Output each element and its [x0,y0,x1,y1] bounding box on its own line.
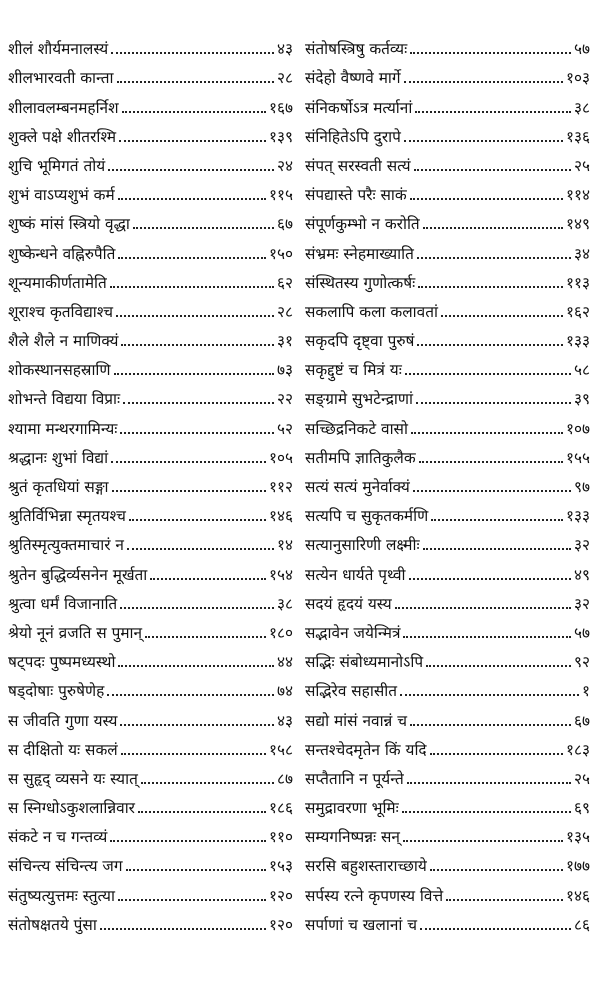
entry-page-number: ४३ [276,40,293,59]
index-entry [8,555,293,584]
entry-text: सरसि बहुशस्ताराच्छाये [305,857,427,876]
dot-leader [118,899,266,901]
entry-page-number: १३३ [565,332,590,351]
dot-leader [420,928,571,930]
index-entry [8,876,293,905]
entry-text: संपद्यास्ते परैः साकं [305,186,407,205]
dot-leader [126,869,266,871]
entry-page-number: ३८ [573,98,590,117]
entry-text: श्यामा मन्थरगामिन्यः [8,419,118,438]
entry-text: सद्भावेन जयेन्मित्रं [305,623,401,642]
dot-leader [403,636,571,638]
dot-leader [133,227,274,229]
index-entry [8,59,293,88]
entry-page-number: १०७ [565,419,590,438]
index-entry [8,760,293,789]
entry-page-number: १८६ [268,799,293,818]
dot-leader [411,432,563,434]
entry-text: सकृद्दुष्टं च मित्रं यः [305,361,402,380]
entry-page-number: १४६ [268,507,293,526]
entry-text: सत्यपि च सुकृतकर्मणि [305,507,429,526]
entry-page-number: १५३ [268,857,293,876]
index-entry [305,439,590,468]
entry-text: शूराश्च कृतविद्याश्च [8,302,114,321]
index-entry [8,847,293,876]
entry-page-number: ६७ [573,711,590,730]
dot-leader [410,724,571,726]
entry-page-number: ५८ [573,361,590,380]
dot-leader [118,198,266,200]
entry-text: शैले शैले न माणिक्यं [8,332,119,351]
index-entry [305,585,590,614]
entry-page-number: २८ [276,302,293,321]
index-entry [8,701,293,730]
entry-text: सदयं हृदयं यस्य [305,594,392,613]
entry-page-number: ७४ [276,682,293,701]
index-entry [305,59,590,88]
entry-text: श्रेयो नूनं व्रजति स पुमान् [8,623,143,642]
entry-page-number: ८७ [276,769,293,788]
entry-text: संनिकर्षोऽत्र मर्त्यानां [305,98,413,117]
index-entry [305,818,590,847]
entry-text: संतोषस्त्रिषु कर्तव्यः [305,40,408,59]
entry-page-number: १०३ [565,69,590,88]
entry-page-number: ६७ [276,215,293,234]
entry-text: शीलावलम्बनमहर्निश [8,98,119,117]
entry-page-number: ११० [268,828,293,847]
index-entry [305,760,590,789]
entry-text: सतीमपि ज्ञातिकुलैक [305,448,416,467]
dot-leader [114,373,274,375]
dot-leader [121,344,274,346]
entry-text: स जीवति गुणा यस्य [8,711,118,730]
entry-text: शून्यमाकीर्णतामेति [8,273,107,292]
entry-text: सर्पाणां च खलानां च [305,915,418,934]
entry-text: श्रुतिर्विभिन्ना स्मृतयश्च [8,507,126,526]
entry-page-number: २५ [573,156,590,175]
entry-page-number: ३२ [573,536,590,555]
index-entry [305,468,590,497]
entry-page-number: १४६ [565,886,590,905]
entry-text: षट्पदः पुष्पमध्यस्थो [8,653,116,672]
index-entry [8,118,293,147]
index-entry [8,672,293,701]
index-entry [305,88,590,117]
dot-leader [138,811,266,813]
entry-text: संतुष्यत्युत्तमः स्तुत्या [8,886,115,905]
entry-page-number: १३९ [268,127,293,146]
entry-page-number: ६९ [573,799,590,818]
index-entry [305,672,590,701]
dot-leader [426,665,571,667]
entry-page-number: ५२ [276,419,293,438]
entry-text: शुचि भूमिगतं तोयं [8,156,106,175]
index-entry [305,322,590,351]
entry-text: शीलं शौर्यमनालस्यं [8,40,109,59]
index-entry [305,906,590,935]
entry-text: संचिन्त्य संचिन्त्य जग [8,857,123,876]
dot-leader [416,402,571,404]
index-entry [8,322,293,351]
dot-leader [415,111,571,113]
index-entry [305,876,590,905]
index-column-right [305,30,590,935]
dot-leader [120,607,274,609]
index-entry [8,205,293,234]
entry-page-number: ७३ [276,361,293,380]
index-entry [8,30,293,59]
entry-page-number: ६२ [276,273,293,292]
entry-text: समुद्रावरणा भूमिः [305,799,399,818]
index-entry [8,526,293,555]
index-entry [8,906,293,935]
dot-leader [111,52,274,54]
dot-leader [117,81,274,83]
dot-leader [400,694,579,696]
entry-text: संभ्रमः स्नेहमाख्याति [305,244,414,263]
dot-leader [404,81,563,83]
dot-leader [123,402,274,404]
entry-page-number: २४ [276,156,293,175]
index-entry [8,176,293,205]
dot-leader [118,665,274,667]
entry-page-number: ५७ [573,40,590,59]
dot-leader [118,257,266,259]
dot-leader [110,286,274,288]
entry-page-number: १८० [268,623,293,642]
dot-leader [413,490,571,492]
index-entry [8,497,293,526]
entry-page-number: ११२ [268,478,293,496]
entry-text: स स्निग्धोऽकुशलान्निवार [8,799,135,818]
index-entry [8,439,293,468]
entry-text: संकटे न च गन्तव्यं [8,828,108,847]
entry-text: शुक्ले पक्षे शीतरश्मि [8,127,117,146]
index-entry [305,234,590,263]
index-entry [305,176,590,205]
entry-page-number: ४३ [276,711,293,730]
index-entry [305,205,590,234]
dot-leader [111,461,266,463]
entry-text: शीलभारवती कान्ता [8,69,114,88]
entry-text: सत्यं सत्यं मुनेर्वाक्यं [305,478,410,496]
entry-page-number: ४९ [573,565,590,584]
entry-text: सप्तैतानि न पूर्यन्ते [305,769,404,788]
entry-page-number: ३९ [573,390,590,409]
entry-page-number: ११५ [268,186,293,205]
index-entry [305,701,590,730]
index-entry [8,614,293,643]
dot-leader [112,490,266,492]
entry-text: शोकस्थानसहस्राणि [8,361,111,380]
index-entry [305,526,590,555]
index-entry [8,409,293,438]
index-entry [8,234,293,263]
entry-page-number: १ [581,682,590,701]
dot-leader [431,519,563,521]
dot-leader [423,548,571,550]
index-entry [8,585,293,614]
index-entry [305,30,590,59]
dot-leader [403,840,563,842]
entry-page-number: १३६ [565,127,590,146]
index-entry [305,380,590,409]
index-entry [8,643,293,672]
entry-page-number: १३३ [565,507,590,526]
dot-leader [430,869,563,871]
dot-leader [446,899,563,901]
entry-text: संदेहो वैष्णवे मार्गे [305,69,401,88]
entry-page-number: २५ [573,769,590,788]
entry-page-number: ३४ [573,244,590,263]
entry-page-number: १४ [276,536,293,555]
entry-page-number: १६२ [565,302,590,321]
dot-leader [129,519,266,521]
index-entry [305,731,590,760]
entry-page-number: ११४ [565,186,590,205]
index-entry [305,351,590,380]
entry-page-number: ३१ [276,332,293,351]
dot-leader [409,578,571,580]
entry-text: श्रुतेन बुद्धिर्व्यसनेन मूर्खता [8,565,148,584]
index-entry [305,147,590,176]
entry-text: शुष्केन्धने वह्निरुपैति [8,244,116,263]
dot-leader [419,461,563,463]
index-columns [8,30,590,935]
index-column-left [8,30,293,935]
entry-page-number: १७७ [565,857,590,876]
index-entry [305,264,590,293]
entry-text: सङ्ग्रामे सुभटेन्द्राणां [305,390,413,409]
dot-leader [410,198,563,200]
entry-page-number: १५० [268,244,293,263]
dot-leader [116,315,274,317]
dot-leader [108,169,274,171]
entry-text: सम्यगनिष्पन्नः सन् [305,828,400,847]
dot-leader [121,753,266,755]
entry-text: सत्यानुसारिणी लक्ष्मीः [305,536,420,555]
entry-text: स दीक्षितो यः सकलं [8,740,118,759]
index-entry [305,118,590,147]
dot-leader [127,548,274,550]
index-entry [8,88,293,117]
dot-leader [122,111,266,113]
entry-text: संपूर्णकुम्भो न करोति [305,215,420,234]
entry-page-number: २२ [276,390,293,409]
dot-leader [441,315,563,317]
entry-text: संपत् सरस्वती सत्यं [305,156,411,175]
index-entry [8,264,293,293]
dot-leader [418,286,563,288]
entry-text: षड्दोषाः पुरुषेणेह [8,682,105,701]
dot-leader [120,432,274,434]
entry-page-number: १३५ [565,828,590,847]
entry-text: सद्यो मांसं नवान्नं च [305,711,407,730]
entry-page-number: ३२ [573,594,590,613]
dot-leader [395,607,571,609]
entry-text: सन्तश्चेदमृतेन किं यदि [305,740,427,759]
entry-page-number: १०५ [268,448,293,467]
dot-leader [100,928,266,930]
entry-text: शुष्कं मांसं स्त्रियो वृद्धा [8,215,130,234]
index-entry [8,147,293,176]
entry-text: संनिहितेऽपि दुरापे [305,127,401,146]
entry-page-number: १५४ [268,565,293,584]
dot-leader [430,753,563,755]
entry-page-number: १२० [268,886,293,905]
dot-leader [423,227,563,229]
dot-leader [414,169,571,171]
entry-text: सकलापि कला कलावतां [305,302,438,321]
entry-page-number: ८६ [573,915,590,934]
entry-text: शोभन्ते विद्यया विप्राः [8,390,121,409]
dot-leader [417,344,563,346]
dot-leader [410,52,571,54]
entry-page-number: २८ [276,69,293,88]
index-entry [305,643,590,672]
dot-leader [405,373,571,375]
dot-leader [107,694,274,696]
index-entry [8,789,293,818]
index-entry [8,293,293,322]
entry-text: श्रुतिस्मृत्युक्तमाचारं न [8,536,124,555]
dot-leader [145,636,266,638]
dot-leader [150,578,266,580]
entry-text: शुभं वाऽप्यशुभं कर्म [8,186,115,205]
entry-text: स सुहृद् व्यसने यः स्यात् [8,769,138,788]
entry-page-number: ९२ [573,653,590,672]
dot-leader [417,257,571,259]
dot-leader [407,782,571,784]
index-entry [8,731,293,760]
entry-page-number: ११३ [565,273,590,292]
index-entry [8,468,293,497]
entry-page-number: १५५ [565,448,590,467]
index-entry [305,409,590,438]
index-entry [305,789,590,818]
index-entry [305,614,590,643]
entry-text: संस्थितस्य गुणोत्कर्षः [305,273,416,292]
entry-page-number: ४४ [276,653,293,672]
entry-text: संतोषक्षतये पुंसा [8,915,97,934]
dot-leader [120,724,274,726]
entry-text: सद्भिः संबोध्यमानोऽपि [305,653,424,672]
entry-page-number: ३८ [276,594,293,613]
entry-text: श्रुतं कृतधियां सङ्गा [8,478,109,496]
entry-text: सत्येन धार्यते पृथ्वी [305,565,406,584]
index-entry [305,555,590,584]
dot-leader [141,782,274,784]
entry-text: सद्भिरेव सहासीत [305,682,398,701]
index-entry [305,497,590,526]
index-entry [8,351,293,380]
entry-text: श्रद्धानः शुभां विद्यां [8,448,109,467]
entry-text: सच्छिद्रनिकटे वासो [305,419,408,438]
index-entry [8,818,293,847]
entry-text: श्रुत्वा धर्मं विजानाति [8,594,118,613]
dot-leader [402,811,571,813]
entry-page-number: १८३ [565,740,590,759]
entry-page-number: १२० [268,915,293,934]
entry-text: सकृदपि दृष्ट्वा पुरुषं [305,332,415,351]
entry-page-number: १४९ [565,215,590,234]
index-entry [8,380,293,409]
entry-page-number: १५८ [268,740,293,759]
entry-page-number: ५७ [573,623,590,642]
entry-text: सर्पस्य रत्ने कृपणस्य वित्ते [305,886,444,905]
index-entry [305,847,590,876]
dot-leader [119,140,266,142]
dot-leader [110,840,266,842]
dot-leader [404,140,563,142]
index-entry [305,293,590,322]
entry-page-number: १६७ [268,98,293,117]
entry-page-number: ९७ [573,478,590,496]
